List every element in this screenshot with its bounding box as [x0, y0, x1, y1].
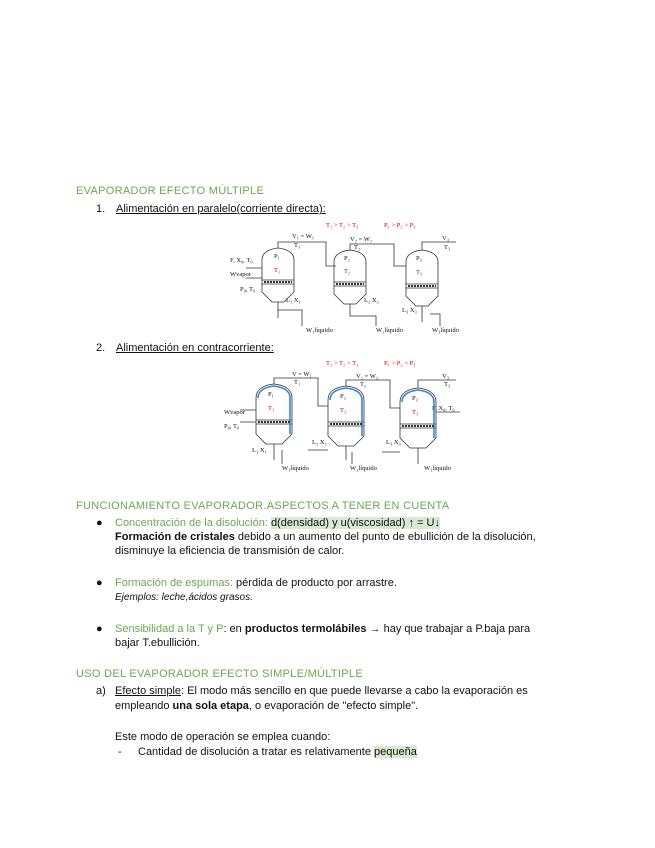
list-number: 2. — [96, 342, 106, 354]
bullet-espumas — [96, 576, 103, 590]
bullet-label: Formación de espumas: — [115, 577, 233, 589]
label-t1: T₁ — [274, 267, 281, 274]
label-p1: P₁ — [268, 391, 274, 398]
body-text: , o evaporación de "efecto simple". — [248, 700, 419, 712]
highlighted-text: pequeña — [374, 746, 417, 758]
label-p0-t0: P₀, T₀ — [224, 423, 240, 430]
bold-text: una sola etapa — [172, 700, 249, 712]
label-t3: T₃ — [416, 269, 423, 276]
label-l2: L₂ X₂ — [312, 439, 327, 446]
label-t3: T₃ — [412, 409, 419, 416]
body-text: empleando — [115, 700, 173, 712]
body-text: debido a un aumento del punto de ebullición de la disolución, — [234, 531, 536, 543]
bold-text: productos termolábiles — [244, 623, 367, 635]
label-p3: P₃ — [416, 255, 422, 262]
condition-temperature: T₁ > T₂ > T₃ — [326, 222, 359, 229]
label-p2: P₂ — [344, 255, 350, 262]
label-v2: V₂ = W₂ — [356, 373, 379, 380]
dash-marker: - — [118, 746, 122, 758]
item-a-marker: a) — [96, 685, 106, 697]
item-a-line1 — [115, 684, 528, 698]
label-t2: T₂ — [340, 407, 347, 414]
label-l1: L₁ X₁ — [286, 297, 301, 304]
bullet-dot: ● — [96, 623, 103, 635]
item-a-line2 — [115, 699, 418, 713]
condition-pressure: P₁ > P₂ > P₃ — [384, 360, 416, 367]
heading-funcionamiento-evaporador: FUNCIONAMIENTO EVAPORADOR.ASPECTOS A TENER EN CUENTA — [76, 500, 450, 512]
body-text: Cantidad de disolución a tratar es relativamente — [138, 746, 375, 758]
bullet-label: Sensibilidad a la T y P — [115, 623, 224, 635]
condition-temperature: T₁ > T₂ > T₃ — [326, 360, 359, 367]
list-item-text: Alimentación en contracorriente: — [116, 342, 274, 354]
label-v1: V₁ = W₁ — [292, 233, 315, 240]
label-feed: F, X₀, T₀ — [230, 257, 253, 264]
diagram-countercurrent-feed — [222, 356, 467, 476]
label-l2: L₂ X₂ — [364, 297, 379, 304]
label-w1: W₁líquido — [306, 327, 333, 334]
item-a-line4 — [138, 745, 417, 759]
bullet-label: Concentración de la disolución: — [115, 517, 268, 529]
label-l1: L₁ X₁ — [252, 447, 267, 454]
label-w2: W₂líquido — [376, 327, 403, 334]
bullet-espumas-line1 — [115, 576, 397, 590]
label-p0-t0: P₀, T₀ — [240, 286, 256, 293]
bullet-dot: ● — [96, 577, 103, 589]
list-item-2 — [96, 341, 274, 355]
heading-evaporador-efecto-multiple: EVAPORADOR EFECTO MÚLTIPLE — [76, 185, 265, 197]
label-p2: P₂ — [340, 393, 346, 400]
label-w3: W₃líquido — [432, 327, 459, 334]
diagram-parallel-feed — [226, 218, 466, 336]
label-steam: Wvapor — [224, 409, 245, 416]
label-t2-top: T₂ — [354, 244, 361, 251]
bullet-concentracion-line3: disminuye la eficiencia de transmisión de calor. — [115, 545, 345, 557]
condition-pressure: P₁ > P₂ > P₃ — [384, 222, 416, 229]
heading-uso-evaporador: USO DEL EVAPORADOR EFECTO SIMPLE/MÚLTIPLE — [76, 668, 363, 680]
label-v2: V₂ = W₂ — [350, 236, 373, 243]
label-w2: W₂líquido — [350, 465, 377, 472]
bullet-sensibilidad-line1 — [115, 622, 530, 636]
label-w3: W₃líquido — [424, 465, 451, 472]
item-a-line3: Este modo de operación se emplea cuando: — [115, 731, 331, 743]
label-w1: W₁líquido — [282, 465, 309, 472]
list-number: 1. — [96, 203, 106, 215]
label-v3: V₃ — [442, 373, 449, 380]
label-t1: T₁ — [268, 405, 275, 412]
label-t1-top: T₁ — [294, 379, 301, 386]
label-t2-top: T₂ — [360, 381, 367, 388]
label-t3-top: T₃ — [444, 381, 451, 388]
bullet-concentracion-line1 — [115, 516, 440, 530]
body-text: : en — [223, 623, 245, 635]
label-p3: P₃ — [412, 395, 418, 402]
highlighted-text: d(densidad) y u(viscosidad) ↑ = U↓ — [270, 517, 440, 529]
bullet-concentracion-line2 — [115, 530, 536, 544]
body-text: pérdida de producto por arrastre. — [233, 577, 397, 589]
body-text: → hay que trabajar a P.baja para — [366, 623, 531, 635]
label-v1: V = W₁ — [292, 371, 312, 378]
bold-text: Formación de cristales — [115, 531, 235, 543]
label-l3: L₃ X₃ — [386, 439, 401, 446]
bullet-sensibilidad — [96, 622, 103, 636]
underlined-text: Efecto simple — [115, 685, 182, 697]
body-text: : El modo más sencillo en que puede llevarse a cabo la evaporación es — [181, 685, 528, 697]
bullet-sensibilidad-line2: bajar T.ebullición. — [115, 637, 200, 649]
label-l3: L₃ X₃ — [402, 307, 417, 314]
bullet-dot: ● — [96, 517, 103, 529]
label-t3-top: T₃ — [444, 244, 451, 251]
label-t1-top: T₁ — [294, 242, 301, 249]
label-t2: T₂ — [344, 268, 351, 275]
label-feed: F, X₀, T₀ — [432, 405, 455, 412]
list-item-1 — [96, 202, 326, 216]
list-item-text: Alimentación en paralelo(corriente directa): — [116, 203, 326, 215]
bullet-espumas-example: Ejemplos: leche,ácidos grasos. — [115, 592, 253, 603]
label-steam: Wvapor — [230, 271, 251, 278]
label-p1: P₁ — [274, 253, 280, 260]
label-v3: V₃ — [442, 235, 449, 242]
bullet-concentracion — [96, 516, 103, 530]
